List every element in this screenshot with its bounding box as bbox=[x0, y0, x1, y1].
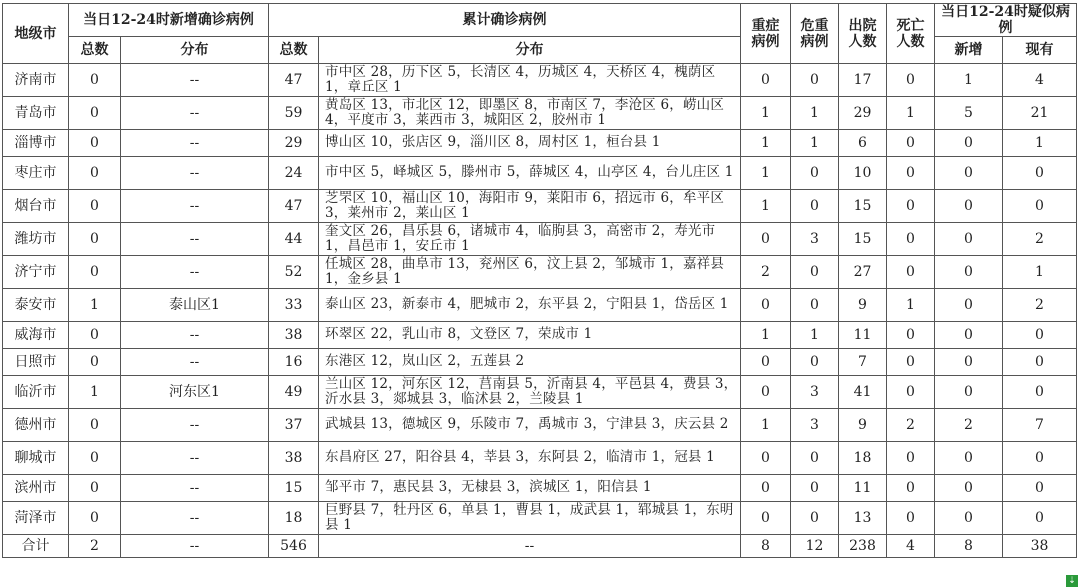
cell-new-total: 0 bbox=[69, 322, 121, 349]
cell-new-dist: -- bbox=[121, 409, 269, 442]
cell-critical: 0 bbox=[791, 502, 839, 535]
cell-cum-dist: 邹平市 7，惠民县 3，无棣县 3，滨城区 1，阳信县 1 bbox=[319, 475, 741, 502]
cell-city: 济南市 bbox=[3, 64, 69, 97]
cell-suspect-current: 0 bbox=[1003, 322, 1077, 349]
cell-discharged: 6 bbox=[839, 130, 887, 157]
cell-cum-dist: 东港区 12，岚山区 2，五莲县 2 bbox=[319, 349, 741, 376]
cell-cum-dist: 武城县 13，德城区 9，乐陵市 7，禹城市 3，宁津县 3，庆云县 2 bbox=[319, 409, 741, 442]
cell-new-dist: -- bbox=[121, 64, 269, 97]
cell-suspect-new: 0 bbox=[935, 322, 1003, 349]
cell-deaths: 2 bbox=[887, 409, 935, 442]
header-new-confirmed: 当日12-24时新增确诊病例 bbox=[69, 4, 269, 37]
cell-deaths: 0 bbox=[887, 130, 935, 157]
cell-deaths: 0 bbox=[887, 157, 935, 190]
table-row bbox=[3, 442, 1077, 475]
cell-suspect-current: 0 bbox=[1003, 442, 1077, 475]
cell-city: 潍坊市 bbox=[3, 223, 69, 256]
cell-critical: 0 bbox=[791, 289, 839, 322]
cell-severe: 1 bbox=[741, 409, 791, 442]
cell-deaths: 0 bbox=[887, 502, 935, 535]
cell-deaths: 0 bbox=[887, 256, 935, 289]
cell-new-dist: -- bbox=[121, 349, 269, 376]
header-suspect-current: 现有 bbox=[1003, 37, 1077, 64]
cell-suspect-new: 0 bbox=[935, 349, 1003, 376]
cell-suspect-new: 0 bbox=[935, 223, 1003, 256]
cell-new-dist: -- bbox=[121, 223, 269, 256]
cell-suspect-new: 0 bbox=[935, 130, 1003, 157]
cell-discharged: 9 bbox=[839, 409, 887, 442]
cell-discharged: 17 bbox=[839, 64, 887, 97]
total-new-dist: -- bbox=[121, 535, 269, 558]
cell-suspect-new: 2 bbox=[935, 409, 1003, 442]
cell-severe: 0 bbox=[741, 475, 791, 502]
cell-new-dist: -- bbox=[121, 130, 269, 157]
table-row bbox=[3, 130, 1077, 157]
cell-cum-dist: 市中区 5，峄城区 5，滕州市 5，薛城区 4，山亭区 4，台儿庄区 1 bbox=[319, 157, 741, 190]
cell-critical: 0 bbox=[791, 256, 839, 289]
cell-city: 济宁市 bbox=[3, 256, 69, 289]
table-row bbox=[3, 409, 1077, 442]
table-row bbox=[3, 289, 1077, 322]
cell-suspect-new: 0 bbox=[935, 190, 1003, 223]
table-row bbox=[3, 223, 1077, 256]
cell-suspect-new: 0 bbox=[935, 502, 1003, 535]
cell-new-total: 0 bbox=[69, 97, 121, 130]
cell-cum-total: 44 bbox=[269, 223, 319, 256]
cell-cum-total: 47 bbox=[269, 190, 319, 223]
cell-cum-dist: 环翠区 22，乳山市 8，文登区 7，荣成市 1 bbox=[319, 322, 741, 349]
cell-critical: 0 bbox=[791, 442, 839, 475]
cell-severe: 1 bbox=[741, 157, 791, 190]
cell-severe: 0 bbox=[741, 376, 791, 409]
cell-city: 临沂市 bbox=[3, 376, 69, 409]
cell-critical: 3 bbox=[791, 376, 839, 409]
cell-suspect-current: 0 bbox=[1003, 157, 1077, 190]
cell-discharged: 29 bbox=[839, 97, 887, 130]
cell-cum-total: 33 bbox=[269, 289, 319, 322]
cell-suspect-current: 7 bbox=[1003, 409, 1077, 442]
table-row bbox=[3, 349, 1077, 376]
cell-suspect-current: 21 bbox=[1003, 97, 1077, 130]
cell-severe: 1 bbox=[741, 130, 791, 157]
cell-cum-dist: 黄岛区 13，市北区 12，即墨区 8，市南区 7，李沧区 6，崂山区 4，平度市 3，莱西市 3，城阳区 2，胶州市 1 bbox=[319, 97, 741, 130]
cell-cum-dist: 奎文区 26，昌乐县 6，诸城市 4，临朐县 3，高密市 2，寿光市 1，昌邑市 1，安丘市 1 bbox=[319, 223, 741, 256]
cell-new-total: 1 bbox=[69, 289, 121, 322]
cell-new-dist: -- bbox=[121, 97, 269, 130]
cell-cum-dist: 巨野县 7，牡丹区 6，单县 1，曹县 1，成武县 1，郓城县 1，东明县 1 bbox=[319, 502, 741, 535]
cell-suspect-current: 0 bbox=[1003, 376, 1077, 409]
cell-new-total: 0 bbox=[69, 475, 121, 502]
cell-suspect-current: 1 bbox=[1003, 256, 1077, 289]
header-cumulative-confirmed: 累计确诊病例 bbox=[269, 4, 741, 37]
table-row bbox=[3, 322, 1077, 349]
table-row bbox=[3, 376, 1077, 409]
table-row bbox=[3, 502, 1077, 535]
cell-new-total: 1 bbox=[69, 376, 121, 409]
cell-deaths: 0 bbox=[887, 223, 935, 256]
table-row bbox=[3, 475, 1077, 502]
cell-new-total: 0 bbox=[69, 502, 121, 535]
cell-city: 青岛市 bbox=[3, 97, 69, 130]
cell-new-total: 0 bbox=[69, 157, 121, 190]
cell-new-total: 0 bbox=[69, 442, 121, 475]
cell-new-dist: -- bbox=[121, 190, 269, 223]
header-discharged: 出院 人数 bbox=[839, 4, 887, 64]
cell-new-total: 0 bbox=[69, 409, 121, 442]
cell-city: 菏泽市 bbox=[3, 502, 69, 535]
cell-suspect-current: 1 bbox=[1003, 130, 1077, 157]
cell-cum-total: 38 bbox=[269, 322, 319, 349]
cell-cum-dist: 兰山区 12，河东区 12，莒南县 5，沂南县 4，平邑县 4，费县 3，沂水县 3，郯城县 3，临沭县 2，兰陵县 1 bbox=[319, 376, 741, 409]
cell-discharged: 9 bbox=[839, 289, 887, 322]
cell-discharged: 7 bbox=[839, 349, 887, 376]
cell-deaths: 0 bbox=[887, 64, 935, 97]
cell-critical: 0 bbox=[791, 190, 839, 223]
covid-cases-table bbox=[2, 3, 1077, 558]
cell-cum-total: 18 bbox=[269, 502, 319, 535]
cell-deaths: 0 bbox=[887, 376, 935, 409]
header-suspected: 当日12-24时疑似病例 bbox=[935, 4, 1077, 37]
table-row bbox=[3, 256, 1077, 289]
cell-suspect-new: 0 bbox=[935, 157, 1003, 190]
cell-critical: 0 bbox=[791, 475, 839, 502]
cell-suspect-current: 0 bbox=[1003, 502, 1077, 535]
cell-suspect-new: 0 bbox=[935, 256, 1003, 289]
header-new-distribution: 分布 bbox=[121, 37, 269, 64]
total-discharged: 238 bbox=[839, 535, 887, 558]
cell-cum-total: 47 bbox=[269, 64, 319, 97]
cell-critical: 1 bbox=[791, 130, 839, 157]
cell-new-dist: -- bbox=[121, 157, 269, 190]
cell-new-total: 0 bbox=[69, 349, 121, 376]
cell-cum-total: 49 bbox=[269, 376, 319, 409]
cell-suspect-current: 2 bbox=[1003, 223, 1077, 256]
cell-discharged: 10 bbox=[839, 157, 887, 190]
cell-severe: 1 bbox=[741, 97, 791, 130]
cell-new-total: 0 bbox=[69, 190, 121, 223]
cell-critical: 3 bbox=[791, 223, 839, 256]
cell-new-total: 0 bbox=[69, 130, 121, 157]
cell-new-dist: -- bbox=[121, 322, 269, 349]
cell-severe: 1 bbox=[741, 190, 791, 223]
download-arrow-icon[interactable]: ⇣ bbox=[1066, 575, 1078, 587]
header-city: 地级市 bbox=[3, 4, 69, 64]
cell-discharged: 41 bbox=[839, 376, 887, 409]
total-city: 合计 bbox=[3, 535, 69, 558]
table-row bbox=[3, 157, 1077, 190]
cell-city: 滨州市 bbox=[3, 475, 69, 502]
header-suspect-new: 新增 bbox=[935, 37, 1003, 64]
cell-cum-dist: 芝罘区 10，福山区 10，海阳市 9，莱阳市 6，招远市 6，牟平区 3，莱州市 2，莱山区 1 bbox=[319, 190, 741, 223]
cell-discharged: 18 bbox=[839, 442, 887, 475]
cell-city: 日照市 bbox=[3, 349, 69, 376]
cell-cum-total: 15 bbox=[269, 475, 319, 502]
total-critical: 12 bbox=[791, 535, 839, 558]
cell-cum-dist: 泰山区 23，新泰市 4，肥城市 2，东平县 2，宁阳县 1，岱岳区 1 bbox=[319, 289, 741, 322]
cell-severe: 0 bbox=[741, 349, 791, 376]
cell-cum-dist: 博山区 10，张店区 9，淄川区 8，周村区 1，桓台县 1 bbox=[319, 130, 741, 157]
cell-suspect-new: 0 bbox=[935, 475, 1003, 502]
cell-suspect-new: 0 bbox=[935, 289, 1003, 322]
total-cum-dist: -- bbox=[319, 535, 741, 558]
cell-city: 枣庄市 bbox=[3, 157, 69, 190]
cell-city: 烟台市 bbox=[3, 190, 69, 223]
header-critical: 危重 病例 bbox=[791, 4, 839, 64]
cell-new-total: 0 bbox=[69, 64, 121, 97]
cell-critical: 0 bbox=[791, 349, 839, 376]
total-suspect-current: 38 bbox=[1003, 535, 1077, 558]
cell-cum-total: 52 bbox=[269, 256, 319, 289]
cell-suspect-current: 0 bbox=[1003, 349, 1077, 376]
cell-suspect-current: 0 bbox=[1003, 475, 1077, 502]
cell-deaths: 0 bbox=[887, 475, 935, 502]
cell-new-dist: -- bbox=[121, 502, 269, 535]
total-new-total: 2 bbox=[69, 535, 121, 558]
table-row bbox=[3, 64, 1077, 97]
cell-discharged: 15 bbox=[839, 223, 887, 256]
cell-severe: 0 bbox=[741, 64, 791, 97]
cell-severe: 0 bbox=[741, 502, 791, 535]
cell-cum-total: 59 bbox=[269, 97, 319, 130]
total-cum-total: 546 bbox=[269, 535, 319, 558]
cell-severe: 0 bbox=[741, 223, 791, 256]
total-suspect-new: 8 bbox=[935, 535, 1003, 558]
cell-new-total: 0 bbox=[69, 223, 121, 256]
cell-suspect-new: 1 bbox=[935, 64, 1003, 97]
total-severe: 8 bbox=[741, 535, 791, 558]
cell-discharged: 27 bbox=[839, 256, 887, 289]
cell-deaths: 0 bbox=[887, 349, 935, 376]
cell-city: 泰安市 bbox=[3, 289, 69, 322]
cell-suspect-current: 0 bbox=[1003, 190, 1077, 223]
table-row bbox=[3, 97, 1077, 130]
cell-cum-dist: 东昌府区 27，阳谷县 4，莘县 3，东阿县 2，临清市 1，冠县 1 bbox=[319, 442, 741, 475]
cell-cum-total: 16 bbox=[269, 349, 319, 376]
table-row bbox=[3, 190, 1077, 223]
cell-cum-total: 29 bbox=[269, 130, 319, 157]
header-severe: 重症 病例 bbox=[741, 4, 791, 64]
cell-discharged: 11 bbox=[839, 322, 887, 349]
header-cum-total: 总数 bbox=[269, 37, 319, 64]
cell-deaths: 1 bbox=[887, 97, 935, 130]
header-cum-distribution: 分布 bbox=[319, 37, 741, 64]
cell-new-total: 0 bbox=[69, 256, 121, 289]
cell-critical: 1 bbox=[791, 322, 839, 349]
cell-deaths: 0 bbox=[887, 442, 935, 475]
total-deaths: 4 bbox=[887, 535, 935, 558]
cell-cum-dist: 任城区 28，曲阜市 13，兖州区 6，汶上县 2，邹城市 1，嘉祥县 1，金乡县 1 bbox=[319, 256, 741, 289]
cell-new-dist: -- bbox=[121, 256, 269, 289]
cell-new-dist: -- bbox=[121, 442, 269, 475]
cell-critical: 3 bbox=[791, 409, 839, 442]
cell-severe: 1 bbox=[741, 322, 791, 349]
cell-critical: 0 bbox=[791, 157, 839, 190]
cell-deaths: 0 bbox=[887, 190, 935, 223]
cell-suspect-new: 0 bbox=[935, 442, 1003, 475]
cell-severe: 0 bbox=[741, 289, 791, 322]
cell-city: 淄博市 bbox=[3, 130, 69, 157]
header-new-total: 总数 bbox=[69, 37, 121, 64]
cell-city: 聊城市 bbox=[3, 442, 69, 475]
cell-city: 德州市 bbox=[3, 409, 69, 442]
header-deaths: 死亡 人数 bbox=[887, 4, 935, 64]
total-row bbox=[3, 535, 1077, 558]
cell-discharged: 13 bbox=[839, 502, 887, 535]
cell-deaths: 1 bbox=[887, 289, 935, 322]
cell-new-dist: -- bbox=[121, 475, 269, 502]
cell-suspect-current: 2 bbox=[1003, 289, 1077, 322]
cell-city: 威海市 bbox=[3, 322, 69, 349]
cell-cum-dist: 市中区 28，历下区 5，长清区 4，历城区 4，天桥区 4，槐荫区 1，章丘区 1 bbox=[319, 64, 741, 97]
cell-cum-total: 38 bbox=[269, 442, 319, 475]
cell-deaths: 0 bbox=[887, 322, 935, 349]
cell-suspect-new: 5 bbox=[935, 97, 1003, 130]
cell-severe: 0 bbox=[741, 442, 791, 475]
cell-discharged: 15 bbox=[839, 190, 887, 223]
cell-suspect-current: 4 bbox=[1003, 64, 1077, 97]
cell-suspect-new: 0 bbox=[935, 376, 1003, 409]
cell-new-dist: 河东区1 bbox=[121, 376, 269, 409]
cell-cum-total: 37 bbox=[269, 409, 319, 442]
cell-severe: 2 bbox=[741, 256, 791, 289]
cell-new-dist: 泰山区1 bbox=[121, 289, 269, 322]
cell-cum-total: 24 bbox=[269, 157, 319, 190]
cell-discharged: 11 bbox=[839, 475, 887, 502]
cell-critical: 1 bbox=[791, 97, 839, 130]
cell-critical: 0 bbox=[791, 64, 839, 97]
